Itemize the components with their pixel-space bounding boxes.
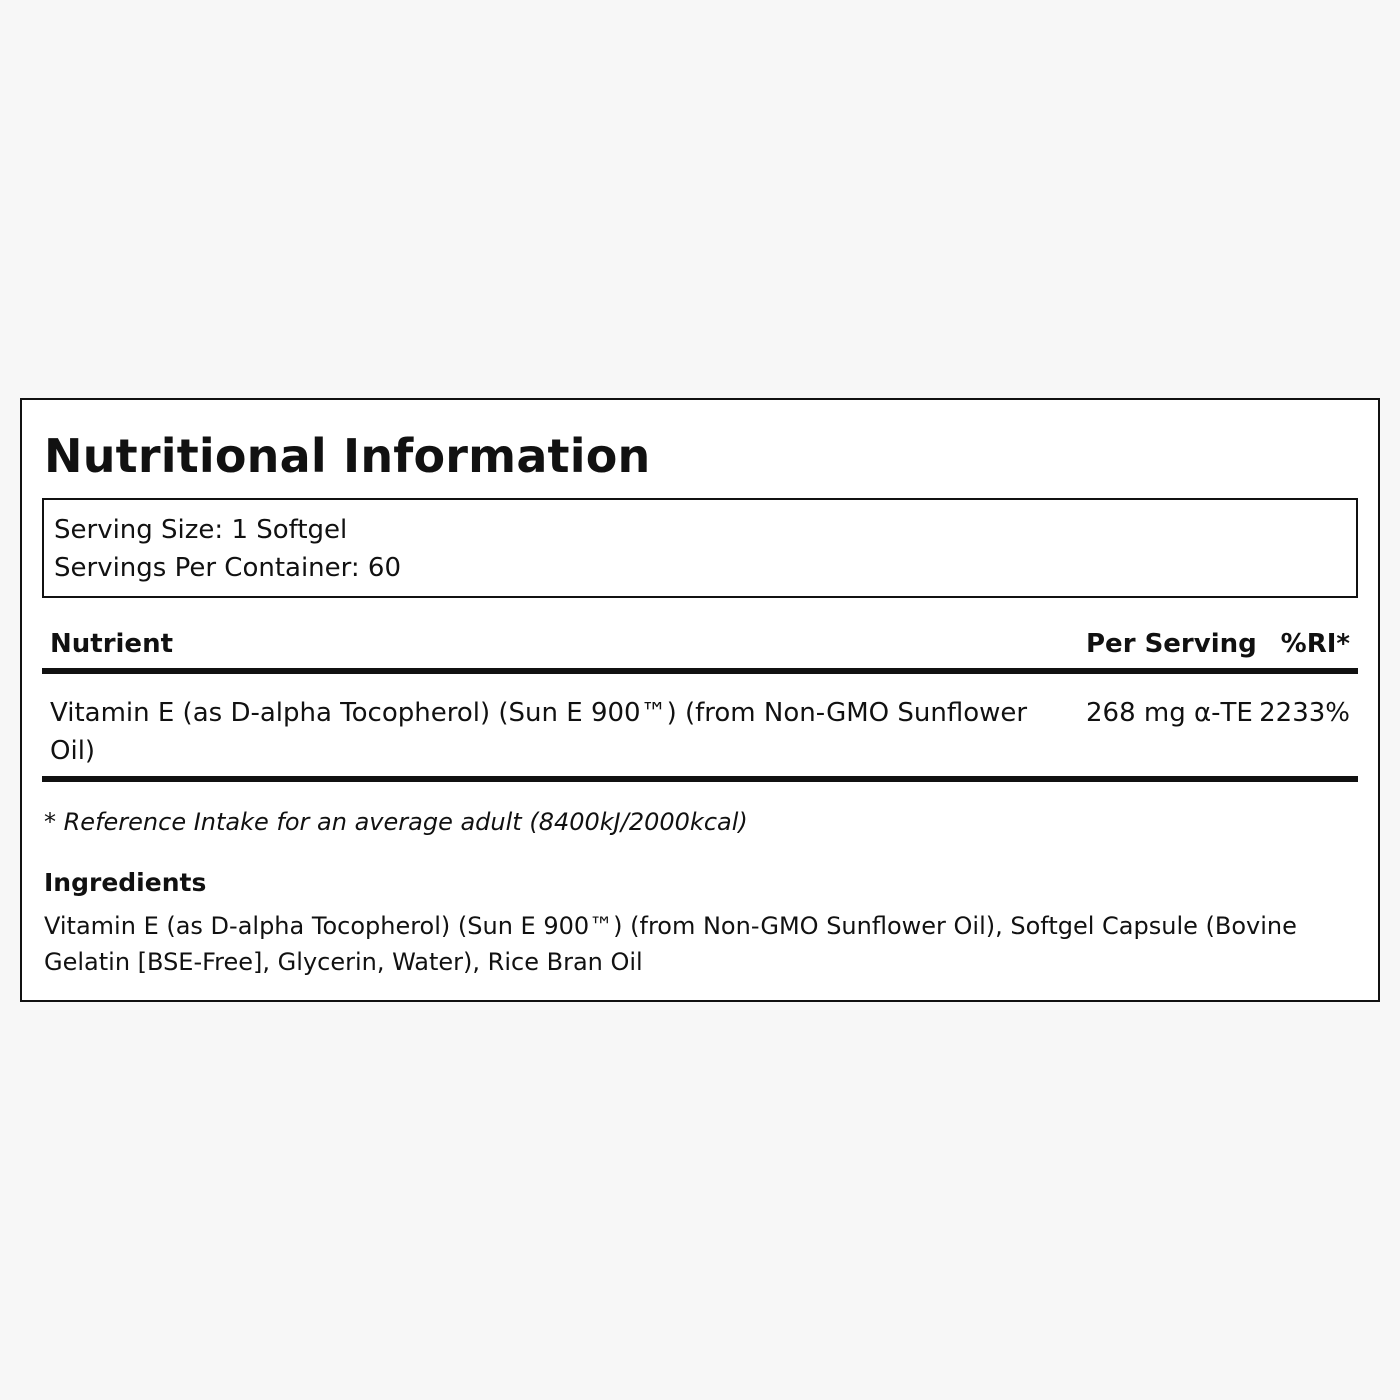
table-footer-rule [42, 776, 1358, 782]
column-header-nutrient: Nutrient [50, 629, 174, 659]
column-header-ri: %RI* [1280, 629, 1350, 659]
nutrition-label-panel [20, 398, 1380, 1002]
serving-info-box [42, 498, 1358, 598]
column-header-per-serving: Per Serving [1086, 629, 1257, 659]
label-title: Nutritional Information [44, 429, 651, 483]
table-row-per-serving: 268 mg α-TE [1086, 698, 1253, 728]
table-header-rule [42, 668, 1358, 674]
reference-intake-footnote: * Reference Intake for an average adult (8400kJ/2000kcal) [44, 808, 748, 836]
serving-size: Serving Size: 1 Softgel [54, 515, 348, 545]
table-row-ri: 2233% [1259, 698, 1350, 728]
table-row-nutrient-name: Vitamin E (as D-alpha Tocopherol) (Sun E 900™) (from Non-GMO Sunflower Oil) [50, 698, 1028, 766]
servings-per-container: Servings Per Container: 60 [54, 553, 402, 583]
ingredients-heading: Ingredients [44, 868, 207, 897]
ingredients-text: Vitamin E (as D-alpha Tocopherol) (Sun E 900™) (from Non-GMO Sunflower Oil), Softgel Capsule (Bovine Gelatin [BSE-Free], Glycerin, Water), Rice Bran Oil [44, 912, 1297, 976]
